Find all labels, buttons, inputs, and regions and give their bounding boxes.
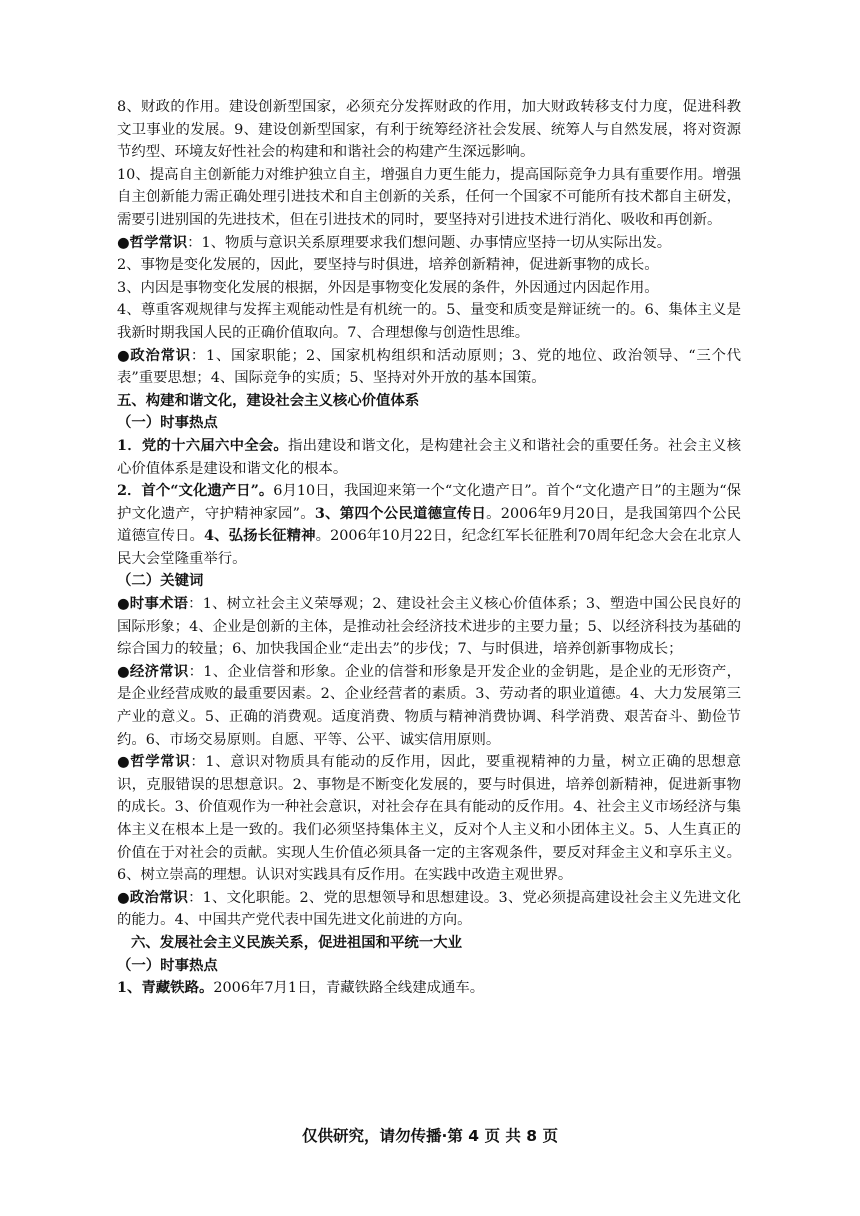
paragraph-philosophy-3: 3、内因是事物变化发展的根据，外因是事物变化发展的条件，外因通过内因起作用。 <box>117 279 659 296</box>
paragraph-philosophy-1 <box>117 232 741 255</box>
paragraph-text: ：1、物质与意识关系原理要求我们想问题、办事情应坚持一切从实际出发。 <box>187 234 672 251</box>
paragraph-text: 6月10日，我国迎来第一个“文化遗产日”。首个“文化遗产日”的主题为“保护文化遗产，守护精神家园”。 <box>117 483 741 522</box>
item-lead: 4、弘扬长征精神 <box>204 527 316 545</box>
paragraph-text: ：1、国家职能；2、国家机构组织和活动原则；3、党的地位、政治领导、“三个代表”重要思想；4、国际竞争的实质；5、坚持对外开放的基本国策。 <box>117 347 741 387</box>
section-heading-5: 五、构建和谐文化，建设社会主义核心价值体系 <box>117 391 420 409</box>
paragraph-text: ：1、意识对物质具有能动的反作用，因此，要重视精神的力量，树立正确的思想意识，克服错误的思想意识。2、事物是不断变化发展的，要与时俱进，培养创新精神，促进新事物的成长。3、价值观作为一种社会意识，对社会存在具有能动的反作用。4、社会主义市场经济与集体主义在根本上是一致的。我们必须坚持集体主义，反对个人主义和小团体主义。5、人生真正的价值在于对社会的贡献。实现人生价值必须具备一定的主客观条件，要反对拜金主义和享乐主义。6、树立崇高的理想。认识对实践具有反作用。在实践中改造主观世界。 <box>117 754 741 884</box>
bullet-lead: ●政治常识 <box>117 346 191 364</box>
item-lead: 2．首个“文化遗产日”。 <box>117 482 274 500</box>
paragraph-text: ：1、文化职能。2、党的思想领导和思想建设。3、党必须提高建设社会主义先进文化的能力。4、中国共产党代表中国先进文化前进的方向。 <box>117 889 741 929</box>
paragraph-text: 2006年7月1日，青藏铁路全线建成通车。 <box>213 980 485 997</box>
bullet-lead: ●政治常识 <box>117 888 189 906</box>
page-body <box>117 96 741 1000</box>
item-lead: 1、青藏铁路。 <box>117 979 214 997</box>
paragraph-railway <box>117 977 741 1000</box>
section-heading-6: 六、发展社会主义民族关系，促进祖国和平统一大业 <box>131 933 462 951</box>
page-footer: 仅供研究，请勿传播·第 4 页 共 8 页 <box>302 1127 558 1145</box>
paragraph-politics-1 <box>117 345 741 390</box>
paragraph-philosophy-4: 4、尊重客观规律与发挥主观能动性是有机统一的。5、量变和质变是辩证统一的。6、集体主义是我新时期我国人民的正确价值取向。7、合理想像与创造性思维。 <box>117 302 741 341</box>
paragraph-terms <box>117 593 741 661</box>
paragraph-text: ：1、企业信誉和形象。企业的信誉和形象是开发企业的金钥匙，是企业的无形资产，是企业经营成败的最重要因素。2、企业经营者的素质。3、劳动者的职业道德。4、大力发展第三产业的意义。5、正确的消费观。适度消费、物质与精神消费协调、科学消费、艰苦奋斗、勤俭节约。6、市场交易原则。自愿、平等、公平、诚实信用原则。 <box>117 663 741 748</box>
paragraph-text: 指出建设和谐文化，是构建社会主义和谐社会的重要任务。社会主义核心价值体系是建设和谐文化的根本。 <box>117 437 741 477</box>
bullet-lead: ●哲学常识 <box>117 753 191 771</box>
subheading-hot-topics-2: （一）时事热点 <box>117 956 218 974</box>
bullet-lead: ●经济常识 <box>117 662 189 680</box>
item-lead: 1．党的十六届六中全会。 <box>117 436 289 454</box>
subheading-keywords: （二）关键词 <box>117 572 204 590</box>
paragraph-text: 。2006年9月20日，是我国第四个公民道德宣传日。 <box>117 505 742 545</box>
paragraph-innovation: 10、提高自主创新能力对维护独立自主，增强自力更生能力，提高国际竞争力具有重要作用。增强自主创新能力需正确处理引进技术和自主创新的关系，任何一个国家不可能所有技术都自主研发，需要引进别国的先进技术，但在引进技术的同时，要坚持对引进技术进行消化、吸收和再创新。 <box>117 166 741 228</box>
paragraph-text: 。2006年10月22日，纪念红军长征胜利70周年纪念大会在北京人民大会堂隆重举行。 <box>117 528 741 567</box>
paragraph-text: ：1、树立社会主义荣辱观；2、建设社会主义核心价值体系；3、塑造中国公民良好的国际形象；4、企业是创新的主体，是推动社会经济技术进步的主要力量；5、以经济科技为基础的综合国力的较量；6、加快我国企业“走出去”的步伐；7、与时俱进，培养创新事物成长； <box>117 596 741 658</box>
bullet-lead: ●时事术语 <box>117 595 189 613</box>
item-lead: 3、第四个公民道德宣传日 <box>314 504 487 522</box>
paragraph-finance-role: 8、财政的作用。建设创新型国家，必须充分发挥财政的作用，加大财政转移支付力度，促进科教文卫事业的发展。9、建设创新型国家，有利于统筹经济社会发展、统筹人与自然发展，将对资源节约型、环境友好性社会的构建和和谐社会的构建产生深远影响。 <box>117 99 741 161</box>
paragraph-heritage-day <box>117 480 741 570</box>
subheading-hot-topics: （一）时事热点 <box>117 414 218 432</box>
paragraph-politics-2 <box>117 887 741 932</box>
paragraph-economics <box>117 661 741 751</box>
paragraph-philosophy-2: 2、事物是变化发展的，因此，要坚持与时俱进，培养创新精神，促进新事物的成长。 <box>117 257 659 274</box>
bullet-lead: ●哲学常识 <box>117 233 188 251</box>
paragraph-philosophy-5 <box>117 751 741 887</box>
paragraph-plenary <box>117 435 741 480</box>
